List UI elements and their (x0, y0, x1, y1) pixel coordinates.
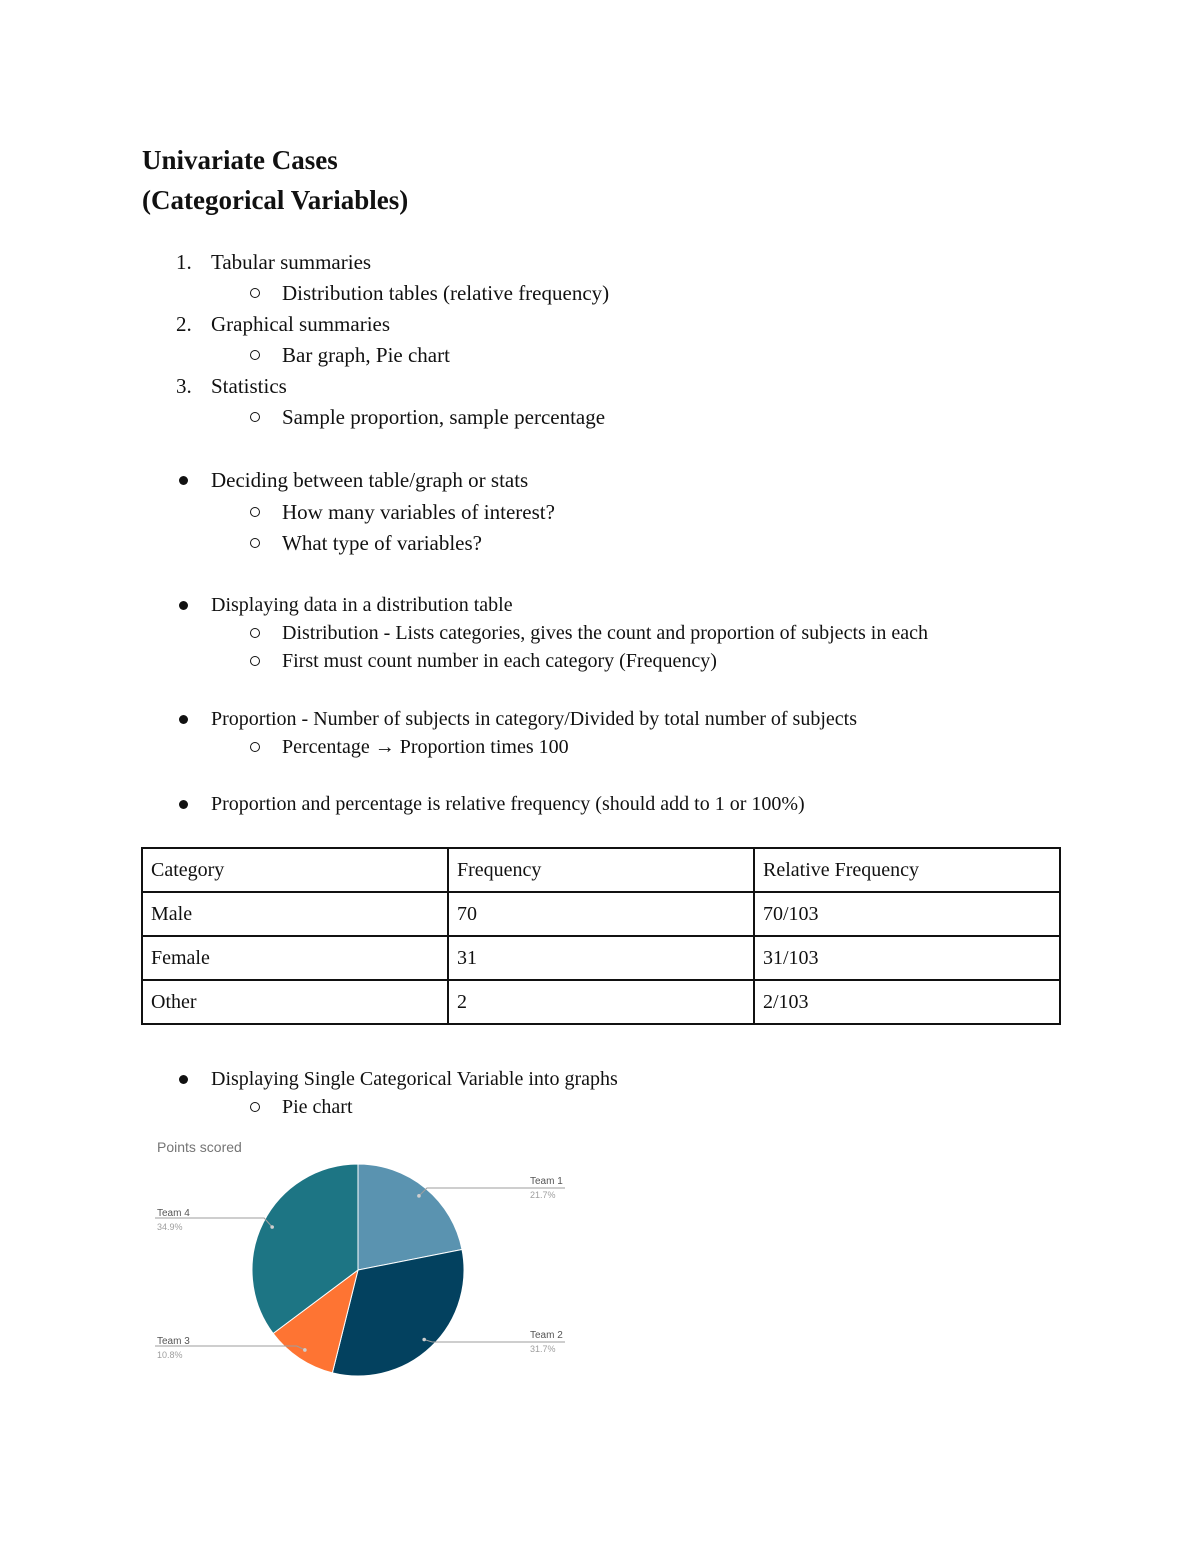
table-cell: 2/103 (754, 980, 1060, 1024)
table-header-cell: Relative Frequency (754, 848, 1060, 892)
title-line-1: Univariate Cases (142, 145, 338, 175)
table-cell: Male (142, 892, 448, 936)
circle-bullet-icon (250, 628, 260, 638)
table-header-cell: Category (142, 848, 448, 892)
pie-label-name: Team 2 (530, 1330, 563, 1341)
circle-bullet-icon (250, 1102, 260, 1112)
pie-label-value: 31.7% (530, 1344, 556, 1354)
circle-bullet-icon (250, 742, 260, 752)
pie-label-name: Team 4 (157, 1208, 190, 1219)
disc-bullet-icon (179, 1075, 188, 1084)
table-cell: 2 (448, 980, 754, 1024)
sub-item-label: Percentage → Proportion times 100 (282, 736, 569, 758)
pie-leader-dot (422, 1338, 426, 1342)
table-header-cell: Frequency (448, 848, 754, 892)
table-cell: Other (142, 980, 448, 1024)
distribution-table (141, 847, 1061, 1025)
item-number: 2. (176, 312, 192, 336)
sub-item-label: Distribution - Lists categories, gives the count and proportion of subjects in each (282, 622, 928, 644)
circle-bullet-icon (250, 350, 260, 360)
disc-bullet-icon (179, 715, 188, 724)
sub-item-label: Distribution tables (relative frequency) (282, 281, 610, 305)
chart-title: Points scored (157, 1139, 242, 1155)
pie-label-value: 10.8% (157, 1350, 183, 1360)
bullet-label: Proportion and percentage is relative frequency (should add to 1 or 100%) (211, 793, 805, 815)
bullet-label: Displaying data in a distribution table (211, 594, 513, 616)
title-line-2: (Categorical Variables) (142, 185, 409, 215)
sub-item-label: What type of variables? (282, 531, 482, 555)
sub-item-label: Pie chart (282, 1096, 353, 1118)
pie-chart (145, 1130, 585, 1390)
disc-bullet-icon (179, 601, 188, 610)
circle-bullet-icon (250, 288, 260, 298)
item-number: 3. (176, 374, 192, 398)
bullet-label: Proportion - Number of subjects in category/Divided by total number of subjects (211, 708, 857, 730)
table-row (142, 980, 1060, 1024)
pie-leader-dot (303, 1348, 307, 1352)
pie-label-name: Team 3 (157, 1336, 190, 1347)
item-label: Tabular summaries (211, 250, 372, 274)
table-row (142, 892, 1060, 936)
table-cell: 70 (448, 892, 754, 936)
pie-label-name: Team 1 (530, 1176, 563, 1187)
item-number: 1. (176, 250, 192, 274)
page-title (142, 140, 408, 220)
circle-bullet-icon (250, 412, 260, 422)
table-row (142, 936, 1060, 980)
table-header-row (142, 848, 1060, 892)
bullet-label: Displaying Single Categorical Variable into graphs (211, 1068, 618, 1090)
circle-bullet-icon (250, 507, 260, 517)
circle-bullet-icon (250, 538, 260, 548)
pie-label-value: 34.9% (157, 1222, 183, 1232)
pie-label-value: 21.7% (530, 1190, 556, 1200)
circle-bullet-icon (250, 656, 260, 666)
table-cell: 70/103 (754, 892, 1060, 936)
table-cell: Female (142, 936, 448, 980)
sub-item-label: Sample proportion, sample percentage (282, 405, 606, 429)
table-cell: 31 (448, 936, 754, 980)
table-cell: 31/103 (754, 936, 1060, 980)
pie-leader-dot (270, 1225, 274, 1229)
bullet-label: Deciding between table/graph or stats (211, 468, 529, 492)
sub-item-label: Bar graph, Pie chart (282, 343, 450, 367)
disc-bullet-icon (179, 800, 188, 809)
disc-bullet-icon (179, 476, 188, 485)
sub-item-label: First must count number in each category (Frequency) (282, 650, 717, 672)
pie-chart-svg (145, 1130, 585, 1390)
item-label: Statistics (211, 374, 287, 398)
pie-leader-dot (417, 1194, 421, 1198)
item-label: Graphical summaries (211, 312, 391, 336)
sub-item-label: How many variables of interest? (282, 500, 555, 524)
